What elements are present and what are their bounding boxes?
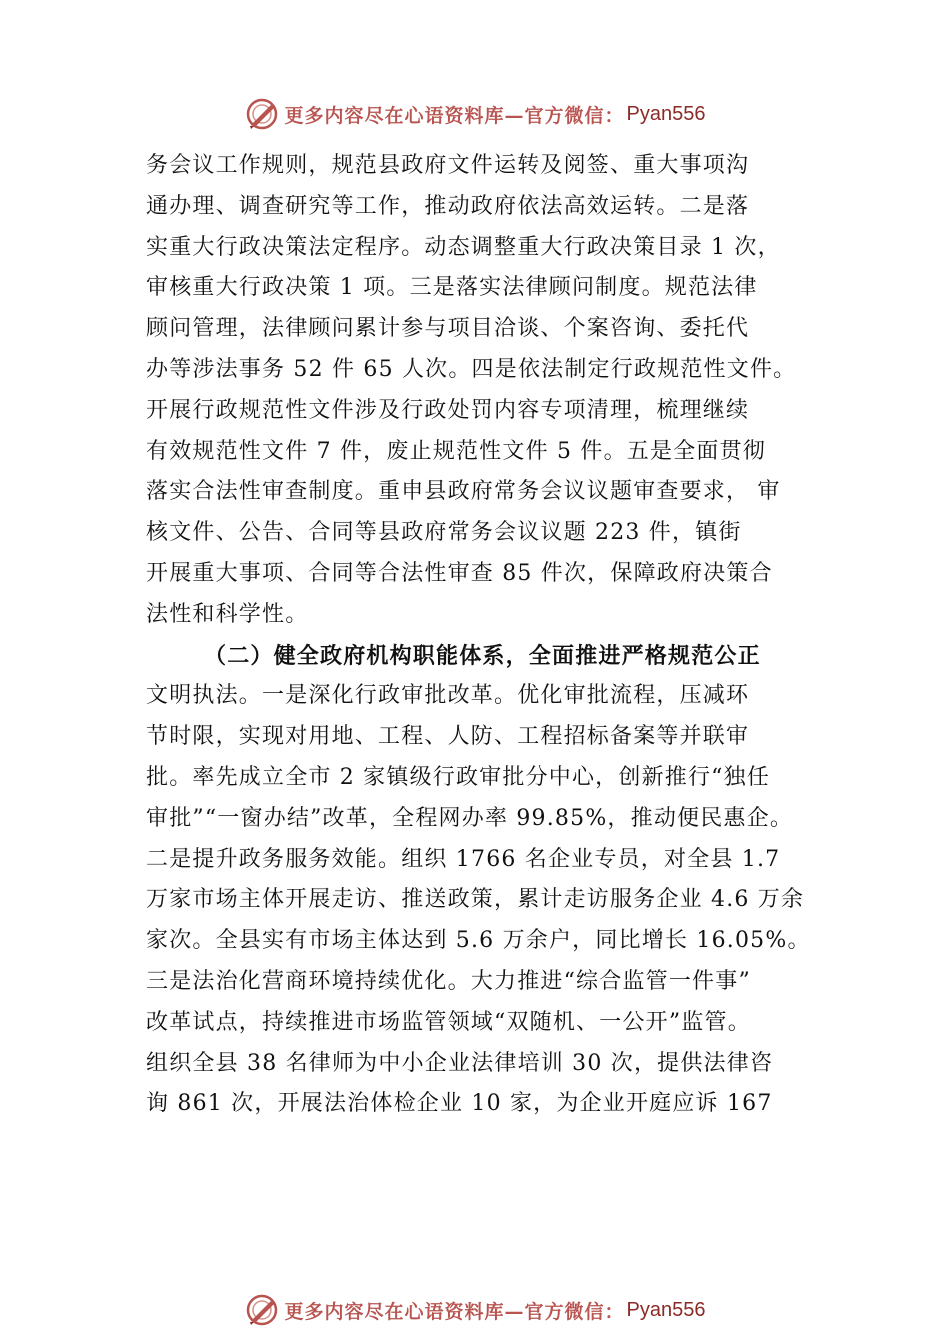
brush-logo-icon <box>245 97 279 131</box>
document-body <box>146 146 826 1125</box>
text-line: 务会议工作规则，规范县政府文件运转及阅签、重大事项沟 <box>146 153 750 178</box>
banner-title: 更多内容尽在心语资料库—官方微信： <box>284 1300 625 1323</box>
text-line: 审批”“一窗办结”改革，全程网办率 99.85%，推动便民惠企。 <box>146 805 794 831</box>
banner-title: 更多内容尽在心语资料库—官方微信： <box>284 104 625 127</box>
text-line: 办等涉法事务 52 件 65 人次。四是依法制定行政规范性文件。 <box>146 356 797 382</box>
text-line: 节时限，实现对用地、工程、人防、工程招标备案等并联审 <box>146 724 750 750</box>
text-line: 开展重大事项、合同等合法性审查 85 件次，保障政府决策合 <box>146 560 773 586</box>
text-line: 有效规范性文件 7 件，废止规范性文件 5 件。五是全面贯彻 <box>146 438 766 464</box>
text-line: 审核重大行政决策 1 项。三是落实法律顾问制度。规范法律 <box>146 275 758 301</box>
text-line: 批。率先成立全市 2 家镇级行政审批分中心，创新推行“独任 <box>146 764 771 790</box>
text-line: 二是提升政务服务效能。组织 1766 名企业专员，对全县 1.7 <box>146 846 781 872</box>
banner-handle: Pyan556 <box>626 1298 706 1321</box>
footer-watermark-banner <box>0 1290 950 1330</box>
text-line: 组织全县 38 名律师为中小企业法律培训 30 次，提供法律咨 <box>146 1050 774 1076</box>
text-line: 三是法治化营商环境持续优化。大力推进“综合监管一件事” <box>146 968 751 994</box>
text-line: 询 861 次，开展法治体检企业 10 家，为企业开庭应诉 167 <box>146 1091 773 1117</box>
text-line: 改革试点，持续推进市场监管领域“双随机、一公开”监管。 <box>146 1009 751 1035</box>
text-line: 通办理、调查研究等工作，推动政府依法高效运转。二是落 <box>146 193 750 219</box>
banner-handle: Pyan556 <box>626 102 706 125</box>
text-line: 落实合法性审查制度。重申县政府常务会议议题审查要求， 审 <box>146 479 781 505</box>
text-line: 核文件、公告、合同等县政府常务会议议题 223 件，镇街 <box>146 520 742 546</box>
brush-logo-icon <box>245 1293 279 1327</box>
text-line: 家次。全县实有市场主体达到 5.6 万余户，同比增长 16.05%。 <box>146 928 811 954</box>
text-line: 开展行政规范性文件涉及行政处罚内容专项清理，梳理继续 <box>146 397 750 423</box>
text-line: 实重大行政决策法定程序。动态调整重大行政决策目录 1 次， <box>146 234 781 260</box>
header-watermark-banner <box>0 94 950 134</box>
text-line: 万家市场主体开展走访、推送政策，累计走访服务企业 4.6 万余 <box>146 887 805 913</box>
section-heading-line: （二）健全政府机构职能体系，全面推进严格规范公正 <box>204 642 761 669</box>
text-line: 法性和科学性。 <box>146 601 309 627</box>
text-line: 文明执法。一是深化行政审批改革。优化审批流程，压减环 <box>146 683 750 709</box>
text-line: 顾问管理，法律顾问累计参与项目洽谈、个案咨询、委托代 <box>146 316 750 342</box>
